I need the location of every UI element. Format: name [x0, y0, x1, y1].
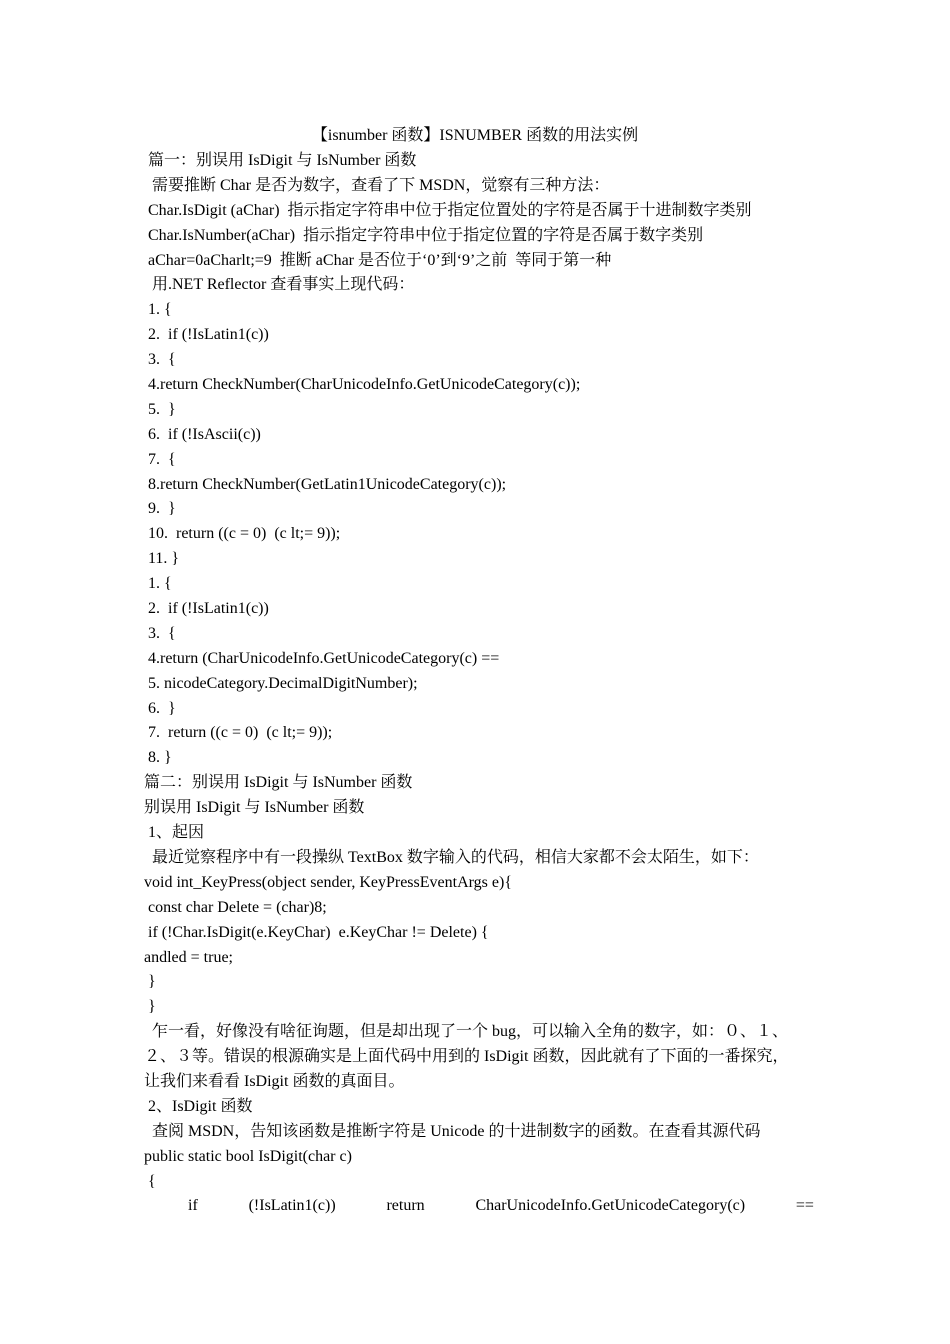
code-line: {	[144, 1172, 156, 1190]
code-line: 4.return (CharUnicodeInfo.GetUnicodeCategory(c) ==	[144, 649, 500, 667]
text-line: Char.IsNumber(aChar) 指示指定字符串中位于指定位置的字符是否属于数字类别	[144, 226, 704, 244]
text-line: 2、IsDigit 函数	[144, 1097, 253, 1115]
code-line: 4.return CheckNumber(CharUnicodeInfo.GetUnicodeCategory(c));	[144, 376, 581, 394]
code-line: 5. }	[144, 400, 176, 418]
code-line: void int_KeyPress(object sender, KeyPressEventArgs e){	[144, 873, 512, 891]
text-line: 最近觉察程序中有一段操纵 TextBox 数字输入的代码，相信大家都不会太陌生，如下：	[144, 848, 759, 866]
text-line: 篇一：别误用 IsDigit 与 IsNumber 函数	[144, 152, 417, 169]
code-line: 6. }	[144, 699, 176, 717]
code-line: }	[144, 973, 156, 991]
document-title: 【isnumber 函数】ISNUMBER 函数的用法实例	[311, 127, 639, 144]
text-line: Char.IsDigit (aChar) 指示指定字符串中位于指定位置处的字符是否属于十进制数字类别	[144, 201, 752, 219]
code-line: 3. {	[144, 351, 176, 369]
code-line: 5. nicodeCategory.DecimalDigitNumber);	[144, 674, 418, 692]
code-line: if (!Char.IsDigit(e.KeyChar) e.KeyChar != Delete) {	[144, 923, 489, 941]
code-line: 1. {	[144, 301, 172, 319]
code-token: (!IsLatin1(c))	[248, 1197, 336, 1215]
text-line: ２、３等。错误的根源确实是上面代码中用到的 IsDigit 函数，因此就有了下面的一番探究，	[144, 1048, 789, 1066]
code-line: 6. if (!IsAscii(c))	[144, 425, 261, 443]
code-line: 7. {	[144, 450, 176, 468]
text-line: aChar=0aCharlt;=9 推断 aChar 是否位于‘0’到‘9’之前 等同于第一种	[144, 251, 612, 269]
text-line: 别误用 IsDigit 与 IsNumber 函数	[144, 799, 365, 817]
text-line: 乍一看，好像没有啥征询题，但是却出现了一个 bug，可以输入全角的数字，如：０、１、	[144, 1023, 789, 1041]
section-heading: 篇二：别误用 IsDigit 与 IsNumber 函数	[144, 774, 413, 792]
text-line: 需要推断 Char 是否为数字，查看了下 MSDN，觉察有三种方法：	[144, 176, 610, 194]
code-line: 2. if (!IsLatin1(c))	[144, 600, 269, 618]
code-line: 10. return ((c = 0) (c lt;= 9));	[144, 525, 341, 543]
code-line: 7. return ((c = 0) (c lt;= 9));	[144, 724, 333, 742]
text-line: 让我们来看看 IsDigit 函数的真面目。	[144, 1072, 405, 1090]
code-line: public static bool IsDigit(char c)	[144, 1147, 352, 1165]
code-line: 8. }	[144, 749, 172, 767]
code-line: 2. if (!IsLatin1(c))	[144, 326, 269, 344]
text-line: 查阅 MSDN，告知该函数是推断字符是 Unicode 的十进制数字的函数。在查看其源代码	[144, 1122, 761, 1140]
code-token: ==	[795, 1197, 814, 1215]
code-token: CharUnicodeInfo.GetUnicodeCategory(c)	[475, 1197, 746, 1215]
code-token: return	[386, 1197, 425, 1215]
code-line: 11. }	[144, 550, 180, 568]
code-line: 8.return CheckNumber(GetLatin1UnicodeCategory(c));	[144, 475, 507, 493]
code-token: if	[188, 1197, 198, 1215]
text-line: 用.NET Reflector 查看事实上现代码：	[144, 276, 415, 294]
document-body	[144, 149, 814, 1219]
code-line: }	[144, 998, 156, 1016]
code-line: 9. }	[144, 500, 176, 518]
code-line-justified	[144, 1194, 814, 1219]
code-line: andled = true;	[144, 948, 233, 966]
code-line: const char Delete = (char)8;	[144, 898, 327, 916]
code-line: 1. {	[144, 575, 172, 593]
code-line: 3. {	[144, 624, 176, 642]
text-line: 1、起因	[144, 824, 205, 842]
